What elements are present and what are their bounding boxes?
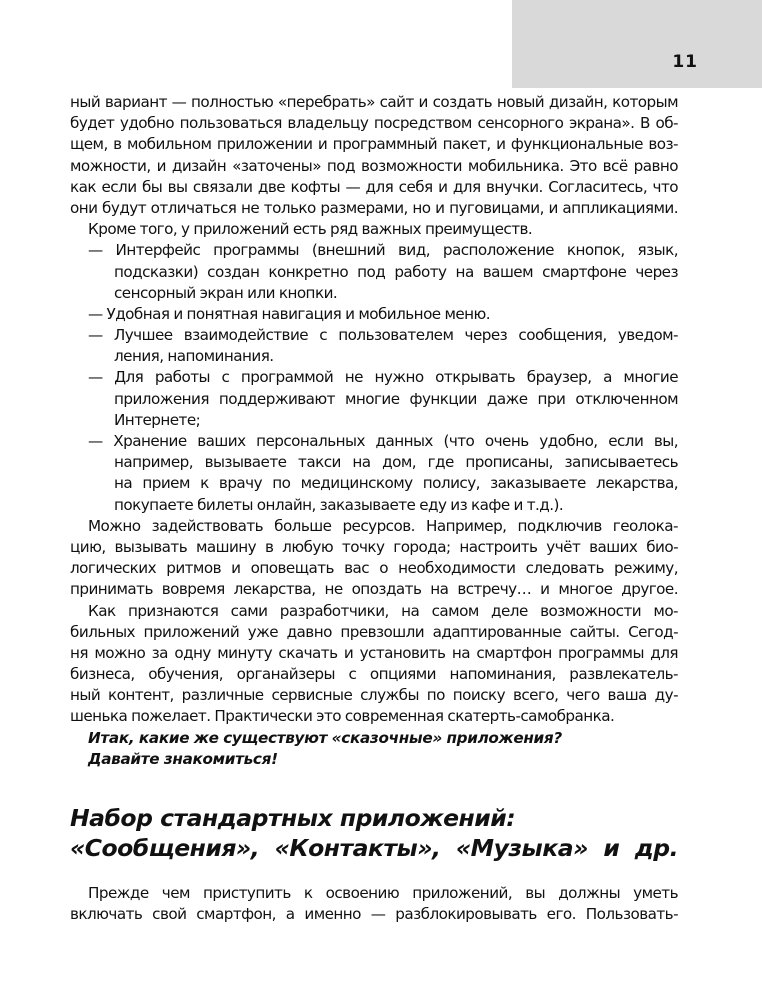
- paragraph-advantages-intro: [70, 219, 678, 240]
- text-line: как если бы вы связали две кофты — для себя и для внучки. Согласитесь, что: [70, 177, 678, 196]
- list-item-text: Лучшее взаимодействие с пользователем через сообщения, уведом-: [113, 326, 678, 345]
- text-line: будет удобно пользоваться владельцу посредством сенсорного экрана». В об-: [70, 114, 678, 133]
- text-line: Можно задействовать больше ресурсов. Например, подключив геолока-: [88, 516, 678, 535]
- text-line: [70, 240, 678, 261]
- emphasis-line: Давайте знакомиться!: [88, 749, 278, 768]
- text-line: ня можно за одну минуту скачать и установить на смартфон программы для: [70, 643, 678, 662]
- text-line: ления, напоминания.: [114, 347, 274, 366]
- list-dash: —: [88, 368, 103, 387]
- text-line: Интернете;: [114, 410, 201, 429]
- text-line: ный контент, различные сервисные службы по поиску всего, чего ваша ду-: [70, 686, 678, 705]
- text-line: они будут отличаться не только размерами, но и пуговицами, и аппликациями.: [70, 198, 678, 217]
- emphasis-block: [70, 728, 678, 770]
- text-line: [70, 367, 678, 388]
- paragraph-resources: [70, 516, 678, 601]
- list-item-text: Хранение ваших персональных данных (что очень удобно, если вы,: [113, 432, 679, 450]
- text-line: [70, 304, 678, 325]
- text-line: на прием к врачу по медицинскому полису, заказываете лекарства,: [114, 474, 678, 493]
- text-line: включать свой смартфон, а именно — разблокировывать его. Пользовать-: [70, 905, 678, 924]
- text-line: Прежде чем приступить к освоению приложений, вы должны уметь: [88, 884, 678, 902]
- text-line: бизнеса, обучения, органайзеры с опциями напоминания, развлекатель-: [70, 665, 678, 684]
- page-number: 11: [672, 52, 698, 72]
- emphasis-line: Итак, какие же существуют «сказочные» приложения?: [88, 728, 562, 747]
- text-line: подсказки) создан конкретно под работу на вашем смартфоне через: [114, 262, 678, 281]
- text-line: приложения поддерживают многие функции даже при отключенном: [114, 389, 678, 408]
- paragraph-developers: [70, 601, 678, 728]
- header-box: [512, 0, 762, 88]
- list-item-text: Удобная и понятная навигация и мобильное меню.: [106, 304, 491, 323]
- text-line: [70, 431, 678, 452]
- list-item-text: Интерфейс программы (внешний вид, расположение кнопок, язык,: [115, 241, 678, 260]
- section-heading: [70, 803, 678, 863]
- paragraph-intro: [70, 92, 678, 219]
- list-dash: —: [88, 432, 103, 450]
- text-line: можности, и дизайн «заточены» под возможности мобильника. Это всё равно: [70, 156, 678, 175]
- list-item: [70, 367, 678, 431]
- advantages-list: [70, 240, 678, 515]
- list-item: [70, 240, 678, 304]
- text-line: ный вариант — полностью «перебрать» сайт и создать новый дизайн, которым: [70, 93, 678, 111]
- text-line: бильных приложений уже давно превзошли адаптированные сайты. Сегод-: [70, 622, 678, 641]
- text-line: цию, вызывать машину в любую точку города; настроить учёт ваших био-: [70, 537, 678, 556]
- list-dash: —: [88, 326, 103, 345]
- page-content: [70, 92, 678, 925]
- list-item: [70, 304, 678, 325]
- text-line: например, вызываете такси на дом, где прописаны, записываетесь: [114, 453, 678, 472]
- text-line: [70, 325, 678, 346]
- list-item: [70, 325, 678, 367]
- paragraph-unlock: [70, 883, 678, 925]
- text-line: покупаете билеты онлайн, заказываете еду из кафе и т.д.).: [114, 495, 564, 514]
- text-line: Кроме того, у приложений есть ряд важных преимуществ.: [88, 220, 533, 239]
- list-dash: —: [88, 241, 103, 260]
- text-line: Как признаются сами разработчики, на самом деле возможности мо-: [88, 601, 678, 620]
- text-line: принимать вовремя лекарства, не опоздать на встречу… и многое другое.: [70, 580, 678, 599]
- list-dash: —: [88, 304, 103, 323]
- text-line: сенсорный экран или кнопки.: [114, 283, 338, 302]
- list-item: [70, 431, 678, 516]
- text-line: логических ритмов и оповещать вас о необходимости следовать режиму,: [70, 559, 678, 578]
- text-line: шенька пожелает. Практически это современная скатерть-самобранка.: [70, 707, 615, 726]
- text-line: щем, в мобильном приложении и программный пакет, и функциональные воз-: [70, 135, 678, 154]
- section-heading-line: Набор стандартных приложений:: [70, 804, 516, 832]
- section-heading-line: «Сообщения», «Контакты», «Музыка» и др.: [70, 834, 678, 862]
- list-item-text: Для работы с программой не нужно открывать браузер, а многие: [114, 368, 678, 387]
